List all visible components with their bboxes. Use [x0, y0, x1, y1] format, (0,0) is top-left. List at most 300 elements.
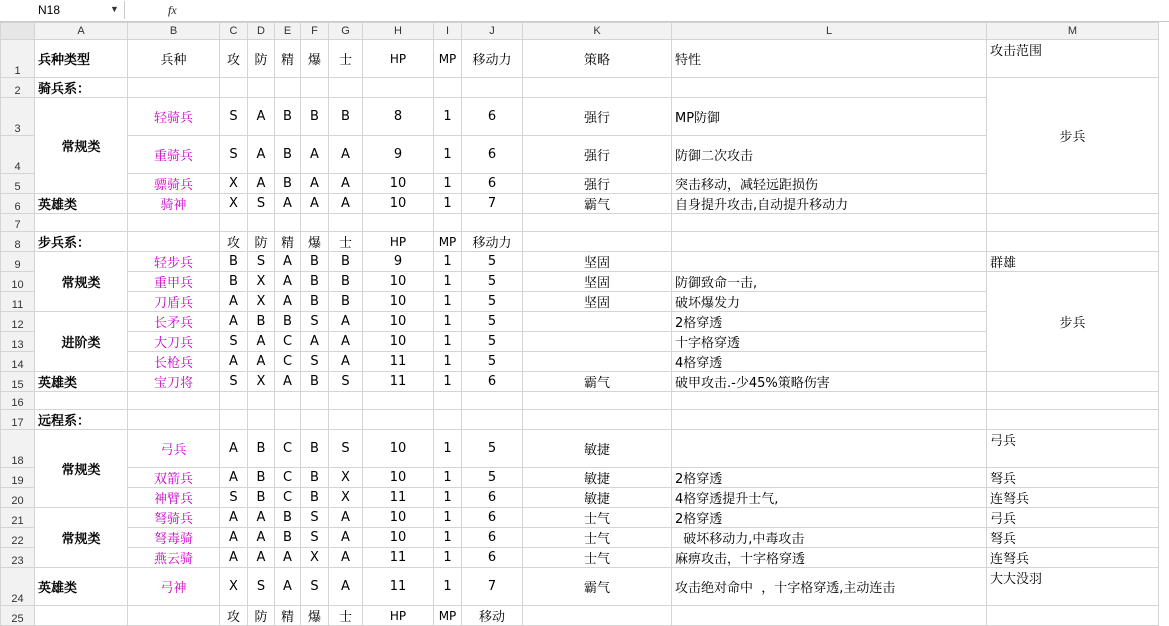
row-header[interactable]: 13 [1, 332, 35, 352]
col-header-c[interactable]: C [220, 23, 248, 40]
cell[interactable]: A [275, 568, 301, 606]
cell-merged-group[interactable]: 进阶类 [35, 312, 128, 372]
cell[interactable]: 10 [363, 174, 434, 194]
cell[interactable]: 10 [363, 272, 434, 292]
cell[interactable]: A [248, 548, 275, 568]
cell[interactable]: 策略 [523, 40, 672, 78]
cell[interactable]: 霸气 [523, 568, 672, 606]
cell[interactable]: A [275, 194, 301, 214]
cell[interactable] [462, 78, 523, 98]
cell[interactable]: 1 [434, 194, 462, 214]
cell[interactable]: 远程系： [35, 410, 128, 430]
cell[interactable] [987, 214, 1159, 232]
cell[interactable] [329, 214, 363, 232]
cell[interactable]: 爆 [301, 606, 329, 626]
row-header[interactable]: 6 [1, 194, 35, 214]
cell[interactable]: 1 [434, 136, 462, 174]
cell[interactable]: 精 [275, 232, 301, 252]
cell[interactable] [363, 78, 434, 98]
cell[interactable]: 5 [462, 332, 523, 352]
cell[interactable]: B [248, 488, 275, 508]
cell[interactable]: 大刀兵 [128, 332, 220, 352]
cell[interactable]: 10 [363, 468, 434, 488]
fx-icon[interactable]: fx [168, 3, 177, 17]
cell[interactable]: 士 [329, 40, 363, 78]
cell[interactable]: 6 [462, 488, 523, 508]
cell[interactable]: 4格穿透 [672, 352, 987, 372]
cell[interactable] [128, 78, 220, 98]
cell-merged-group[interactable]: 常规类 [35, 430, 128, 508]
cell[interactable]: 长枪兵 [128, 352, 220, 372]
cell[interactable]: 士气 [523, 508, 672, 528]
cell[interactable]: A [248, 98, 275, 136]
cell[interactable] [672, 606, 987, 626]
cell[interactable]: MP [434, 606, 462, 626]
col-header-k[interactable]: K [523, 23, 672, 40]
cell[interactable]: B [220, 252, 248, 272]
cell[interactable]: 坚固 [523, 272, 672, 292]
cell[interactable]: 9 [363, 136, 434, 174]
cell[interactable] [672, 410, 987, 430]
cell[interactable]: 1 [434, 430, 462, 468]
cell[interactable]: 弓兵 [987, 430, 1159, 468]
cell[interactable]: 士 [329, 606, 363, 626]
cell[interactable]: 弩骑兵 [128, 508, 220, 528]
cell[interactable]: X [220, 174, 248, 194]
cell-merged-group[interactable]: 常规类 [35, 252, 128, 312]
cell[interactable]: 2格穿透 [672, 468, 987, 488]
cell[interactable] [329, 392, 363, 410]
row-header[interactable]: 4 [1, 136, 35, 174]
cell[interactable] [987, 392, 1159, 410]
cell[interactable]: 敏捷 [523, 488, 672, 508]
cell[interactable]: 1 [434, 98, 462, 136]
cell[interactable]: X [220, 568, 248, 606]
col-header-a[interactable]: A [35, 23, 128, 40]
cell[interactable] [523, 214, 672, 232]
cell[interactable]: 士气 [523, 528, 672, 548]
cell[interactable]: A [248, 508, 275, 528]
cell[interactable]: 弩兵 [987, 468, 1159, 488]
row-header[interactable]: 7 [1, 214, 35, 232]
row-header[interactable]: 10 [1, 272, 35, 292]
cell[interactable]: A [220, 312, 248, 332]
cell[interactable]: 弩毒骑 [128, 528, 220, 548]
cell[interactable]: A [220, 508, 248, 528]
cell[interactable]: 6 [462, 98, 523, 136]
cell[interactable]: 精 [275, 40, 301, 78]
cell[interactable]: 燕云骑 [128, 548, 220, 568]
cell[interactable]: 1 [434, 508, 462, 528]
cell[interactable]: X [329, 488, 363, 508]
col-header-i[interactable]: I [434, 23, 462, 40]
row-header[interactable]: 20 [1, 488, 35, 508]
cell[interactable]: S [301, 508, 329, 528]
cell[interactable]: B [329, 98, 363, 136]
cell[interactable]: 移动力 [462, 40, 523, 78]
chevron-down-icon[interactable]: ▼ [110, 4, 119, 14]
cell[interactable]: 1 [434, 312, 462, 332]
cell[interactable]: 麻痹攻击，十字格穿透 [672, 548, 987, 568]
cell[interactable] [987, 194, 1159, 214]
cell[interactable] [363, 214, 434, 232]
cell[interactable] [35, 214, 128, 232]
cell[interactable]: 弩兵 [987, 528, 1159, 548]
cell[interactable] [523, 606, 672, 626]
cell[interactable] [329, 410, 363, 430]
cell[interactable]: X [248, 372, 275, 392]
cell[interactable]: 宝刀将 [128, 372, 220, 392]
cell[interactable]: 十字格穿透 [672, 332, 987, 352]
cell[interactable]: 突击移动，减轻远距损伤 [672, 174, 987, 194]
cell[interactable]: MP [434, 232, 462, 252]
cell[interactable]: X [248, 292, 275, 312]
cell[interactable]: 破坏移动力,中毒攻击 [672, 528, 987, 548]
cell[interactable]: A [248, 528, 275, 548]
cell[interactable] [248, 214, 275, 232]
cell[interactable]: B [275, 174, 301, 194]
cell[interactable]: 1 [434, 528, 462, 548]
cell[interactable]: S [220, 136, 248, 174]
cell[interactable]: A [301, 332, 329, 352]
cell[interactable]: 防御致命一击, [672, 272, 987, 292]
cell[interactable]: A [301, 174, 329, 194]
cell[interactable]: C [275, 332, 301, 352]
cell[interactable]: 10 [363, 292, 434, 312]
cell[interactable]: B [301, 292, 329, 312]
cell[interactable]: 7 [462, 568, 523, 606]
cell[interactable] [128, 392, 220, 410]
cell[interactable]: C [275, 488, 301, 508]
cell[interactable]: 移动力 [462, 232, 523, 252]
row-header[interactable]: 21 [1, 508, 35, 528]
cell[interactable]: A [248, 332, 275, 352]
cell[interactable]: 步兵系： [35, 232, 128, 252]
cell[interactable]: A [275, 272, 301, 292]
cell[interactable] [128, 410, 220, 430]
cell[interactable] [128, 606, 220, 626]
cell[interactable]: B [329, 252, 363, 272]
cell[interactable]: B [248, 468, 275, 488]
cell[interactable] [523, 232, 672, 252]
cell[interactable]: 6 [462, 136, 523, 174]
cell[interactable]: 1 [434, 568, 462, 606]
cell[interactable]: 攻击绝对命中 ，十字格穿透,主动连击 [672, 568, 987, 606]
cell[interactable] [434, 214, 462, 232]
cell[interactable]: 强行 [523, 136, 672, 174]
row-header[interactable]: 2 [1, 78, 35, 98]
cell[interactable]: 攻击范围 [987, 40, 1159, 78]
cell[interactable] [987, 372, 1159, 392]
cell[interactable] [672, 214, 987, 232]
cell[interactable] [220, 78, 248, 98]
row-header[interactable]: 15 [1, 372, 35, 392]
cell[interactable] [987, 410, 1159, 430]
cell[interactable]: 5 [462, 430, 523, 468]
cell[interactable]: 2格穿透 [672, 508, 987, 528]
cell[interactable]: 双箭兵 [128, 468, 220, 488]
cell[interactable]: 霸气 [523, 194, 672, 214]
cell[interactable]: A [220, 468, 248, 488]
cell[interactable]: 自身提升攻击,自动提升移动力 [672, 194, 987, 214]
cell[interactable]: 连弩兵 [987, 548, 1159, 568]
cell[interactable] [462, 214, 523, 232]
cell[interactable]: B [301, 252, 329, 272]
cell[interactable] [329, 78, 363, 98]
cell[interactable] [434, 410, 462, 430]
row-header[interactable]: 5 [1, 174, 35, 194]
cell[interactable]: 攻 [220, 606, 248, 626]
row-header[interactable]: 14 [1, 352, 35, 372]
cell[interactable]: S [248, 252, 275, 272]
cell[interactable] [462, 392, 523, 410]
cell[interactable]: 敏捷 [523, 468, 672, 488]
cell[interactable]: S [248, 568, 275, 606]
row-header[interactable]: 23 [1, 548, 35, 568]
cell[interactable]: S [301, 352, 329, 372]
cell[interactable]: A [220, 548, 248, 568]
cell[interactable]: 1 [434, 372, 462, 392]
cell[interactable]: 1 [434, 352, 462, 372]
cell[interactable]: 强行 [523, 174, 672, 194]
cell[interactable]: 群雄 [987, 252, 1159, 272]
cell[interactable]: MP [434, 40, 462, 78]
name-box[interactable] [0, 1, 125, 19]
cell[interactable] [434, 78, 462, 98]
cell[interactable]: B [275, 508, 301, 528]
cell[interactable]: 5 [462, 272, 523, 292]
cell[interactable]: 敏捷 [523, 430, 672, 468]
cell[interactable]: A [329, 194, 363, 214]
cell[interactable]: B [301, 468, 329, 488]
cell[interactable]: 5 [462, 352, 523, 372]
cell-merged-range[interactable]: 步兵 [987, 272, 1159, 372]
cell[interactable]: A [329, 548, 363, 568]
cell[interactable] [220, 392, 248, 410]
row-header[interactable]: 18 [1, 430, 35, 468]
row-header[interactable]: 3 [1, 98, 35, 136]
cell[interactable] [672, 430, 987, 468]
cell[interactable]: S [220, 98, 248, 136]
row-header[interactable]: 24 [1, 568, 35, 606]
cell[interactable]: 英雄类 [35, 372, 128, 392]
cell[interactable]: A [329, 174, 363, 194]
cell[interactable]: 11 [363, 568, 434, 606]
cell[interactable]: 士 [329, 232, 363, 252]
cell[interactable] [301, 214, 329, 232]
cell[interactable]: 弓兵 [128, 430, 220, 468]
cell[interactable]: 4格穿透提升士气, [672, 488, 987, 508]
cell[interactable]: S [301, 568, 329, 606]
cell[interactable]: 6 [462, 372, 523, 392]
cell[interactable] [128, 232, 220, 252]
cell[interactable]: B [275, 312, 301, 332]
cell-merged-group[interactable]: 常规类 [35, 508, 128, 568]
cell[interactable] [301, 392, 329, 410]
cell[interactable]: 兵种 [128, 40, 220, 78]
cell[interactable]: B [248, 430, 275, 468]
cell[interactable]: S [329, 430, 363, 468]
col-header-f[interactable]: F [301, 23, 329, 40]
cell[interactable]: A [329, 508, 363, 528]
cell[interactable]: 移动 [462, 606, 523, 626]
cell[interactable]: A [248, 174, 275, 194]
cell[interactable]: 10 [363, 312, 434, 332]
cell[interactable]: B [329, 272, 363, 292]
cell[interactable]: 11 [363, 352, 434, 372]
cell[interactable]: 6 [462, 548, 523, 568]
row-header[interactable]: 16 [1, 392, 35, 410]
cell[interactable]: 10 [363, 508, 434, 528]
cell[interactable]: 防御二次攻击 [672, 136, 987, 174]
cell[interactable]: 6 [462, 528, 523, 548]
row-header[interactable]: 17 [1, 410, 35, 430]
cell[interactable] [523, 312, 672, 332]
cell-merged-group[interactable]: 常规类 [35, 98, 128, 194]
cell[interactable]: A [329, 332, 363, 352]
cell[interactable]: A [329, 352, 363, 372]
cell[interactable]: A [275, 548, 301, 568]
cell[interactable]: 1 [434, 252, 462, 272]
col-header-l[interactable]: L [672, 23, 987, 40]
col-header-g[interactable]: G [329, 23, 363, 40]
cell[interactable]: A [248, 352, 275, 372]
cell[interactable] [35, 606, 128, 626]
cell[interactable]: 10 [363, 332, 434, 352]
cell[interactable]: B [329, 292, 363, 312]
cell[interactable]: 重甲兵 [128, 272, 220, 292]
cell[interactable]: 霸气 [523, 372, 672, 392]
cell[interactable]: 弓神 [128, 568, 220, 606]
cell[interactable]: A [220, 430, 248, 468]
cell[interactable]: A [248, 136, 275, 174]
cell[interactable]: 5 [462, 292, 523, 312]
cell[interactable]: X [329, 468, 363, 488]
cell[interactable] [35, 392, 128, 410]
cell[interactable]: B [220, 272, 248, 292]
cell[interactable]: 强行 [523, 98, 672, 136]
cell[interactable]: 破甲攻击.-少45%策略伤害 [672, 372, 987, 392]
cell[interactable]: S [301, 528, 329, 548]
cell[interactable] [275, 214, 301, 232]
cell[interactable] [434, 392, 462, 410]
cell[interactable]: 爆 [301, 232, 329, 252]
cell[interactable]: A [220, 292, 248, 312]
cell[interactable]: 1 [434, 174, 462, 194]
cell[interactable]: 9 [363, 252, 434, 272]
cell[interactable]: 弓兵 [987, 508, 1159, 528]
cell[interactable] [275, 78, 301, 98]
col-header-b[interactable]: B [128, 23, 220, 40]
cell[interactable]: S [329, 372, 363, 392]
cell[interactable]: 6 [462, 174, 523, 194]
cell[interactable]: 1 [434, 488, 462, 508]
cell[interactable] [275, 392, 301, 410]
cell[interactable]: X [220, 194, 248, 214]
cell[interactable]: 骠骑兵 [128, 174, 220, 194]
col-header-m[interactable]: M [987, 23, 1159, 40]
cell[interactable] [523, 332, 672, 352]
cell[interactable]: B [275, 528, 301, 548]
cell[interactable]: 兵种类型 [35, 40, 128, 78]
cell[interactable]: 防 [248, 40, 275, 78]
cell[interactable]: S [301, 312, 329, 332]
cell[interactable]: 刀盾兵 [128, 292, 220, 312]
cell[interactable]: B [248, 312, 275, 332]
cell[interactable]: HP [363, 606, 434, 626]
cell[interactable]: 7 [462, 194, 523, 214]
cell[interactable]: 特性 [672, 40, 987, 78]
cell[interactable]: 1 [434, 548, 462, 568]
cell[interactable]: 精 [275, 606, 301, 626]
cell[interactable]: A [275, 292, 301, 312]
cell[interactable]: S [220, 488, 248, 508]
cell[interactable]: B [275, 98, 301, 136]
cell[interactable]: 骑兵系： [35, 78, 128, 98]
cell[interactable] [363, 392, 434, 410]
cell[interactable]: HP [363, 232, 434, 252]
row-header[interactable]: 11 [1, 292, 35, 312]
cell[interactable]: 11 [363, 548, 434, 568]
col-header-d[interactable]: D [248, 23, 275, 40]
cell[interactable]: 坚固 [523, 252, 672, 272]
row-header[interactable]: 12 [1, 312, 35, 332]
cell[interactable]: 1 [434, 272, 462, 292]
cell[interactable] [672, 392, 987, 410]
cell[interactable]: A [275, 372, 301, 392]
cell[interactable] [523, 410, 672, 430]
cell[interactable]: 11 [363, 488, 434, 508]
cell[interactable]: 攻 [220, 40, 248, 78]
cell[interactable]: 5 [462, 252, 523, 272]
cell[interactable]: 爆 [301, 40, 329, 78]
cell[interactable]: 10 [363, 430, 434, 468]
cell[interactable] [128, 214, 220, 232]
cell[interactable]: B [301, 372, 329, 392]
cell[interactable] [987, 232, 1159, 252]
select-all-corner[interactable] [1, 23, 35, 40]
cell[interactable]: 大大没羽 [987, 568, 1159, 606]
cell[interactable]: A [220, 352, 248, 372]
cell[interactable] [462, 410, 523, 430]
cell[interactable] [523, 352, 672, 372]
cell[interactable]: 1 [434, 332, 462, 352]
cell[interactable] [672, 252, 987, 272]
cell[interactable]: S [220, 332, 248, 352]
row-header[interactable]: 25 [1, 606, 35, 626]
cell[interactable]: 骑神 [128, 194, 220, 214]
cell[interactable]: C [275, 352, 301, 372]
cell[interactable] [275, 410, 301, 430]
cell[interactable]: 坚固 [523, 292, 672, 312]
cell[interactable]: 10 [363, 528, 434, 548]
cell[interactable]: 5 [462, 468, 523, 488]
cell[interactable]: 长矛兵 [128, 312, 220, 332]
cell[interactable] [672, 232, 987, 252]
cell[interactable]: 轻步兵 [128, 252, 220, 272]
cell[interactable]: 英雄类 [35, 568, 128, 606]
cell[interactable]: 防 [248, 232, 275, 252]
cell[interactable]: A [275, 252, 301, 272]
row-header[interactable]: 9 [1, 252, 35, 272]
cell[interactable]: A [220, 528, 248, 548]
cell[interactable] [987, 606, 1159, 626]
col-header-h[interactable]: H [363, 23, 434, 40]
cell[interactable]: X [301, 548, 329, 568]
cell[interactable]: 11 [363, 372, 434, 392]
cell[interactable]: C [275, 430, 301, 468]
cell[interactable]: 士气 [523, 548, 672, 568]
